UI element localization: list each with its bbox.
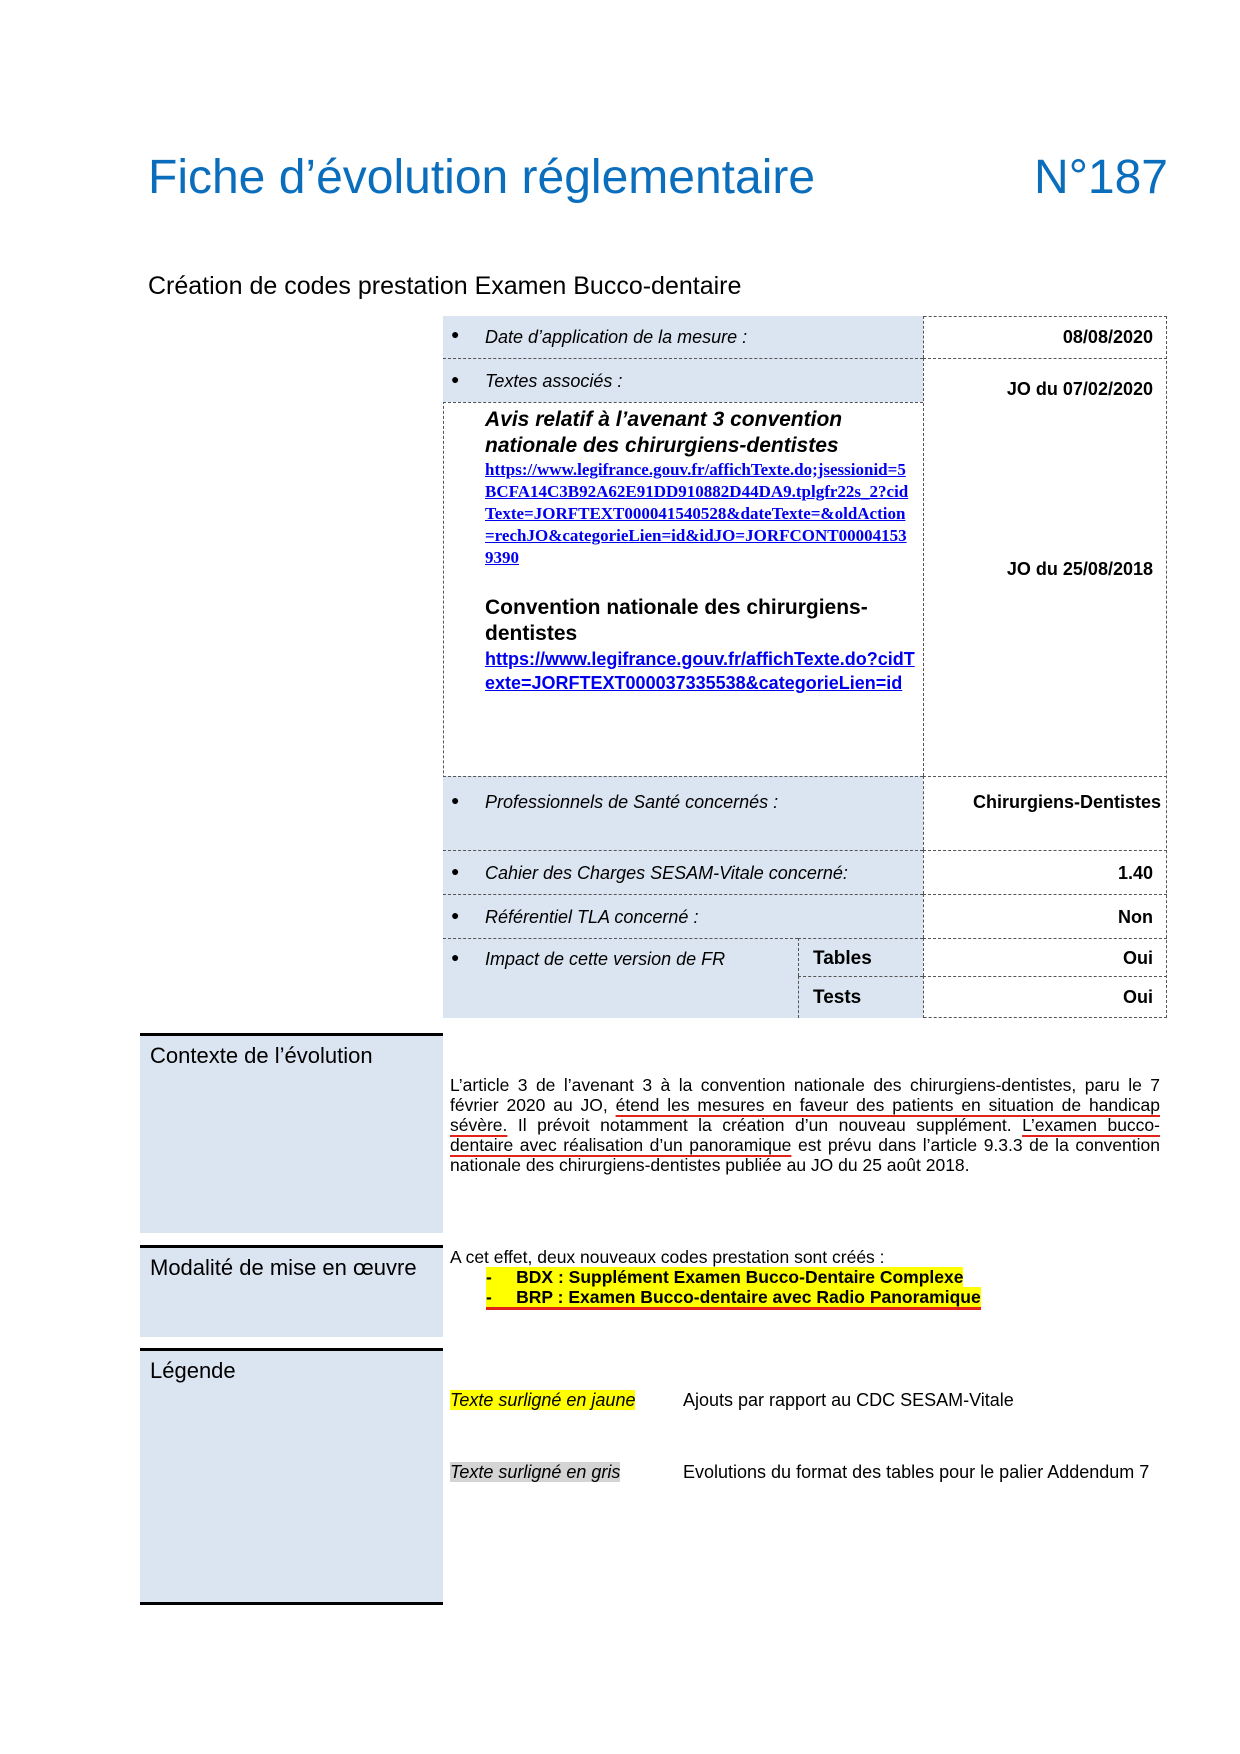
modalite-body (450, 1247, 1160, 1307)
cdc-label: Cahier des Charges SESAM-Vitale concerné: (485, 863, 848, 883)
contexte-label: Contexte de l’évolution (140, 1033, 443, 1233)
ps-label: Professionnels de Santé concernés : (485, 792, 779, 812)
legende-label: Légende (140, 1348, 443, 1602)
bullet-icon: ● (451, 792, 460, 808)
texts-jo-cell (923, 358, 1167, 776)
tla-value: Non (1118, 907, 1153, 927)
ps-value: Chirurgiens-Dentistes (972, 792, 1161, 812)
code-brp: BRP : Examen Bucco-dentaire avec Radio Panoramique (516, 1287, 981, 1307)
text-title-2: Convention nationale des chirurgiens-dentistes (485, 596, 868, 645)
text-title-1: Avis relatif à l’avenant 3 convention nationale des chirurgiens-dentistes (485, 408, 843, 457)
impact-tests-cell (798, 976, 923, 1018)
jo-date-1: JO du 07/02/2020 (1006, 379, 1153, 399)
legend-desc-grey: Evolutions du format des tables pour le palier Addendum 7 (683, 1462, 1150, 1482)
legend-desc-yellow: Ajouts par rapport au CDC SESAM-Vitale (683, 1390, 1014, 1410)
code-bdx: BDX : Supplément Examen Bucco-Dentaire Complexe (516, 1267, 964, 1287)
tla-label: Référentiel TLA concerné : (485, 907, 699, 927)
contexte-underlined-1: étend les mesures en faveur des patients en situation de handicap sévère. (450, 1095, 1160, 1135)
date-value: 08/08/2020 (1062, 327, 1153, 347)
impact-tests-value: Oui (1123, 987, 1153, 1007)
sheet-number: N°187 (1034, 151, 1168, 204)
page-title: Fiche d’évolution réglementaire (148, 151, 816, 204)
contexte-text-2: Il prévoit notamment la création d’un nouveau supplément. (507, 1115, 1023, 1135)
contexte-body (450, 1075, 1160, 1175)
texts-label-cell (443, 358, 923, 402)
cdc-label-cell (443, 850, 923, 894)
legend-key-yellow: Texte surligné en jaune (450, 1390, 636, 1410)
ps-value-cell (923, 776, 1167, 850)
texts-label: Textes associés : (485, 371, 623, 391)
ps-label-cell (443, 776, 923, 850)
text-link-1[interactable]: https://www.legifrance.gouv.fr/affichTexte.do;jsessionid=5BCFA14C3B92A62E91DD910882D44DA9.tplgfr22s_2?cidTexte=JORFTEXT000041540528&dateTexte=&oldAction=rechJO&categorieLien=id&idJO=JORFCONT000041539390 (485, 460, 909, 567)
modalite-intro: A cet effet, deux nouveaux codes prestation sont créés : (450, 1247, 885, 1267)
impact-tables-label: Tables (813, 948, 872, 969)
impact-tests-label: Tests (813, 987, 862, 1008)
modalite-item: - BDX : Supplément Examen Bucco-Dentaire Complexe (486, 1267, 964, 1287)
contexte-underlined-2: L’examen bucco-dentaire avec réalisation d’un panoramique (450, 1115, 1160, 1155)
text-link-2[interactable]: https://www.legifrance.gouv.fr/affichTexte.do?cidTexte=JORFTEXT000037335538&categorieLien=id (485, 649, 915, 693)
contexte-text-3: est prévu dans l’article 9.3.3 de la convention nationale des chirurgiens-dentistes publiée au JO du 25 août 2018. (450, 1135, 1160, 1175)
texts-body-cell (443, 402, 923, 776)
impact-label: Impact de cette version de FR (485, 949, 726, 969)
bullet-icon: ● (451, 907, 460, 923)
bullet-icon: ● (451, 326, 460, 342)
page-subtitle: Création de codes prestation Examen Bucco-dentaire (148, 272, 742, 300)
impact-tables-value-cell (923, 938, 1167, 976)
cdc-value-cell (923, 850, 1167, 894)
legend-key-grey: Texte surligné en gris (450, 1462, 621, 1482)
bottom-rule (140, 1602, 443, 1605)
bullet-icon: ● (451, 863, 460, 879)
bullet-icon: ● (451, 371, 460, 387)
date-label: Date d’application de la mesure : (485, 327, 748, 347)
impact-tables-value: Oui (1123, 948, 1153, 968)
date-value-cell (923, 316, 1167, 358)
tla-label-cell (443, 894, 923, 938)
bullet-icon: ● (451, 949, 460, 965)
impact-tests-value-cell (923, 976, 1167, 1018)
contexte-text-1: L’article 3 de l’avenant 3 à la convention nationale des chirurgiens-dentistes, paru le 7 février 2020 au JO, (450, 1075, 1160, 1115)
date-label-cell (443, 316, 923, 358)
impact-label-cell (443, 938, 798, 1018)
modalite-item: - BRP : Examen Bucco-dentaire avec Radio Panoramique (450, 1287, 1160, 1307)
cdc-value: 1.40 (1117, 863, 1153, 883)
tla-value-cell (923, 894, 1167, 938)
impact-tables-cell (798, 938, 923, 976)
modalite-label: Modalité de mise en œuvre (140, 1245, 443, 1337)
jo-date-2: JO du 25/08/2018 (1006, 559, 1153, 579)
info-table (443, 316, 1167, 1018)
